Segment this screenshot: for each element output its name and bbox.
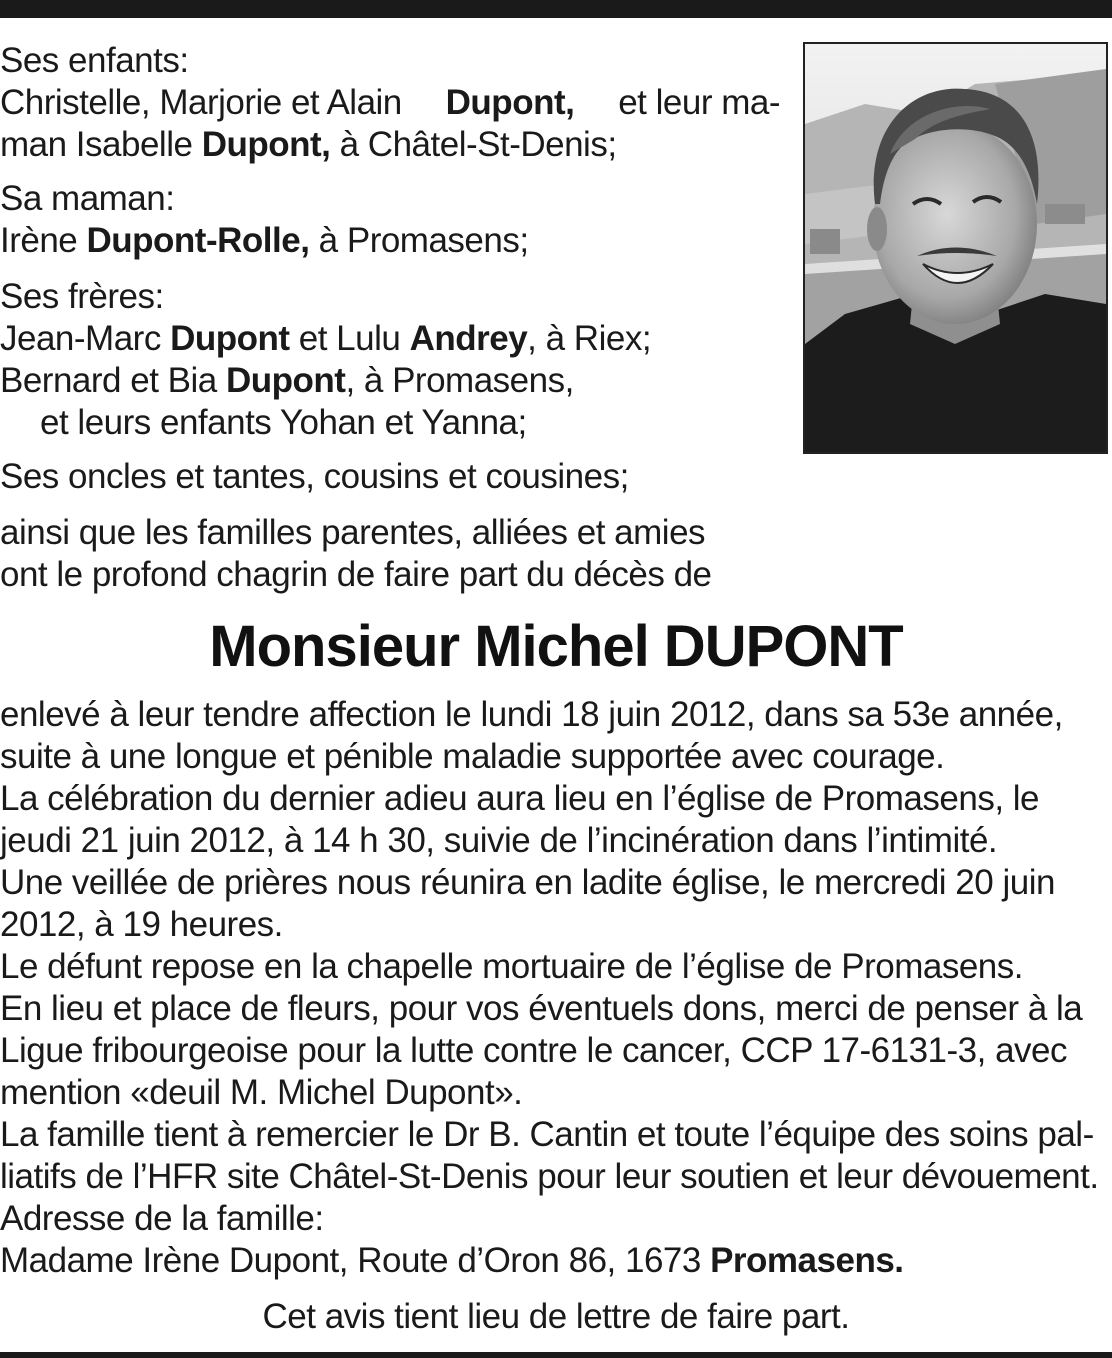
body-line-11: La famille tient à remercier le Dr B. Cantin et toute l’équipe des soins pal- <box>0 1115 1094 1154</box>
portrait-photo <box>803 42 1108 454</box>
top-rule <box>0 0 1112 18</box>
body-line-1: enlevé à leur tendre affection le lundi 18 juin 2012, dans sa 53e année, <box>0 695 1063 734</box>
deceased-name: Monsieur Michel DUPONT <box>209 614 903 679</box>
maman-line: Irène Dupont-Rolle, à Promasens; <box>0 221 529 260</box>
body-line-2: suite à une longue et pénible maladie supportée avec courage. <box>0 737 945 776</box>
closing-line: Cet avis tient lieu de lettre de faire part. <box>262 1297 850 1336</box>
familles-line-2: ont le profond chagrin de faire part du décès de <box>0 555 712 594</box>
body-line-6: 2012, à 19 heures. <box>0 905 283 944</box>
frere-children-line: et leurs enfants Yohan et Yanna; <box>40 403 527 442</box>
body-line-13: Adresse de la famille: <box>0 1199 324 1238</box>
frere-line-1: Jean-Marc Dupont et Lulu Andrey, à Riex; <box>0 319 652 358</box>
familles-line-1: ainsi que les familles parentes, alliées et amies <box>0 513 706 552</box>
bottom-rule <box>0 1352 1112 1358</box>
body-line-5: Une veillée de prières nous réunira en ladite église, le mercredi 20 juin <box>0 863 1055 902</box>
enfants-line-1: Christelle, Marjorie et Alain Dupont, et leur ma- <box>0 83 780 122</box>
enfants-label: Ses enfants: <box>0 41 189 80</box>
oncles-line: Ses oncles et tantes, cousins et cousines; <box>0 457 629 496</box>
freres-label: Ses frères: <box>0 277 164 316</box>
enfants-line-2: man Isabelle Dupont, à Châtel-St-Denis; <box>0 125 617 164</box>
maman-label: Sa maman: <box>0 179 175 218</box>
body-line-4: jeudi 21 juin 2012, à 14 h 30, suivie de l’incinération dans l’intimité. <box>0 821 998 860</box>
portrait-illustration <box>805 44 1106 452</box>
body-line-8: En lieu et place de fleurs, pour vos éventuels dons, merci de penser à la <box>0 989 1083 1028</box>
body-line-7: Le défunt repose en la chapelle mortuaire de l’église de Promasens. <box>0 947 1023 986</box>
address-line: Madame Irène Dupont, Route d’Oron 86, 1673 Promasens. <box>0 1241 904 1280</box>
body-line-9: Ligue fribourgeoise pour la lutte contre le cancer, CCP 17-6131-3, avec <box>0 1031 1068 1070</box>
frere-line-2: Bernard et Bia Dupont, à Promasens, <box>0 361 574 400</box>
body-line-10: mention «deuil M. Michel Dupont». <box>0 1073 523 1112</box>
body-line-3: La célébration du dernier adieu aura lieu en l’église de Promasens, le <box>0 779 1040 818</box>
body-line-12: liatifs de l’HFR site Châtel-St-Denis pour leur soutien et leur dévouement. <box>0 1157 1099 1196</box>
